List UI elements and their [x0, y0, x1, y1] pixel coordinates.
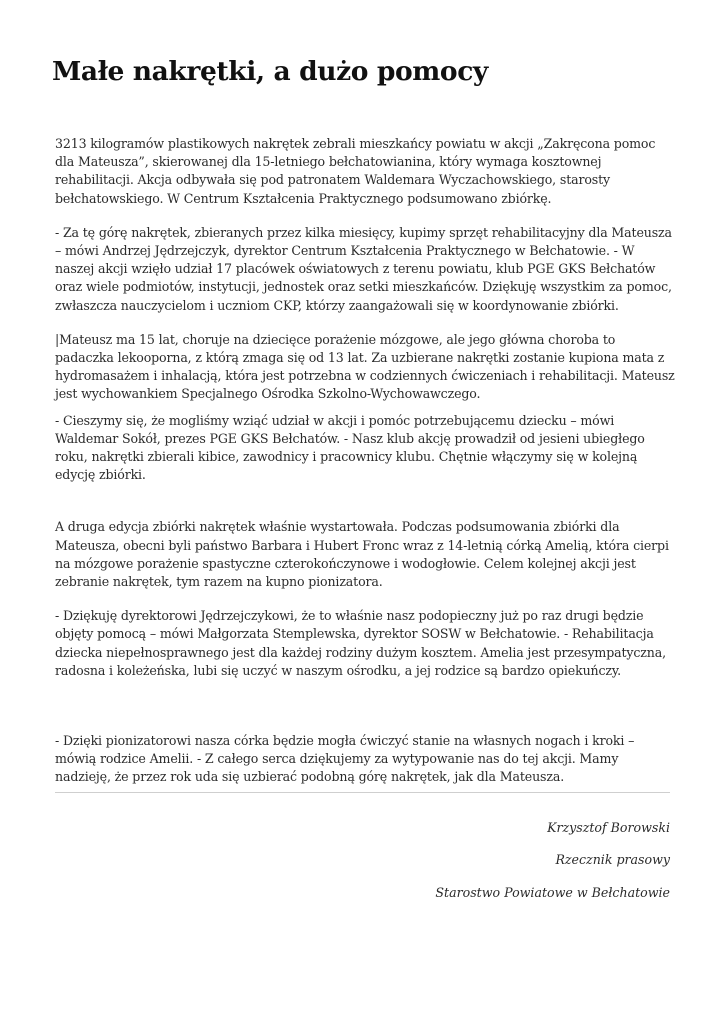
paragraph-mateusz: |Mateusz ma 15 lat, choruje na dziecięce porażenie mózgowe, ale jego główna choroba to padaczka lekooporna, z którą zmaga się od 13 lat. Za uzbierane nakrętki zostanie kupiona mata z hydromasażem i inhalacją, która jest potrzebna w codziennych ćwiczeniach i rehabilitacji. Mateusz jest wychowankiem Specjalnego Ośrodka Szkolno-Wychowawczego.	[55, 331, 675, 402]
paragraph-quote-jedrzejczyk: - Za tę górę nakrętek, zbieranych przez kilka miesięcy, kupimy sprzęt rehabilitacyjny dla Mateusza – mówi Andrzej Jędrzejczyk, dyrektor Centrum Kształcenia Praktycznego w Bełchatowie. - W naszej akcji wzięło udział 17 placówek oświatowych z terenu powiatu, klub PGE GKS Bełchatów oraz wiele podmiotów, instytucji, jednostek oraz setki mieszkańców. Dziękuję wszystkim za pomoc, zwłaszcza nauczycielom i uczniom CKP, którzy zaangażowali się w koordynowanie zbiórki.	[55, 224, 672, 313]
paragraph-intro: 3213 kilogramów plastikowych nakrętek zebrali mieszkańcy powiatu w akcji „Zakręcona pomoc dla Mateusza”, skierowanej dla 15-letniego bełchatowianina, który wymaga kosztownej rehabilitacji. Akcja odbywała się pod patronatem Waldemara Wyczachowskiego, starosty bełchatowskiego. W Centrum Kształcenia Praktycznego podsumowano zbiórkę.	[55, 136, 656, 206]
paragraph-quote-stemplewska: - Dziękuję dyrektorowi Jędrzejczykowi, że to właśnie nasz podopieczny już po raz drugi będzie objęty pomocą – mówi Małgorzata Stemplewska, dyrektor SOSW w Bełchatowie. - Rehabilitacja dziecka niepełnosprawnego jest dla każdej rodziny dużym kosztem. Amelia jest przesympatyczna, radosna i koleżeńska, lubi się uczyć w naszym ośrodku, a jej rodzice są bardzo opiekuńczy.	[55, 608, 666, 678]
paragraph-quote-parents: - Dzięki pionizatorowi nasza córka będzie mogła ćwiczyć stanie na własnych nogach i kroki – mówią rodzice Amelii. - Z całego serca dziękujemy za wytypowanie nas do tej akcji. Mamy nadzieję, że przez rok uda się uzbierać podobną górę nakrętek, jak dla Mateusza.	[55, 733, 635, 785]
horizontal-divider	[55, 792, 670, 793]
paragraph-spacer	[55, 680, 677, 732]
paragraph-spacer	[55, 315, 677, 331]
signature-role: Rzecznik prasowy	[555, 852, 670, 867]
article-title: Małe nakrętki, a dużo pomocy	[52, 56, 488, 87]
signature-name: Krzysztof Borowski	[547, 820, 670, 835]
paragraph-spacer	[55, 484, 677, 518]
paragraph-quote-sokol: - Cieszymy się, że mogliśmy wziąć udział w akcji i pomóc potrzebującemu dziecku – mówi Waldemar Sokół, prezes PGE GKS Bełchatów. - Nasz klub akcję prowadził od jesieni ubiegłego roku, nakrętki zbierali kibice, zawodnicy i pracownicy klubu. Chętnie włączymy się w kolejną edycję zbiórki.	[55, 412, 645, 483]
paragraph-spacer	[55, 404, 677, 412]
paragraph-spacer	[55, 591, 677, 607]
paragraph-second-edition: A druga edycja zbiórki nakrętek właśnie wystartowała. Podczas podsumowania zbiórki dla Mateusza, obecni byli państwo Barbara i Hubert Fronc wraz z 14-letnią córką Amelią, która cierpi na mózgowe porażenie spastyczne czterokończynowe i wodogłowie. Celem kolejnej akcji jest zebranie nakrętek, tym razem na kupno pionizatora.	[55, 519, 669, 590]
signature-office: Starostwo Powiatowe w Bełchatowie	[435, 885, 670, 900]
paragraph-spacer	[55, 208, 677, 224]
article-body	[55, 135, 677, 787]
